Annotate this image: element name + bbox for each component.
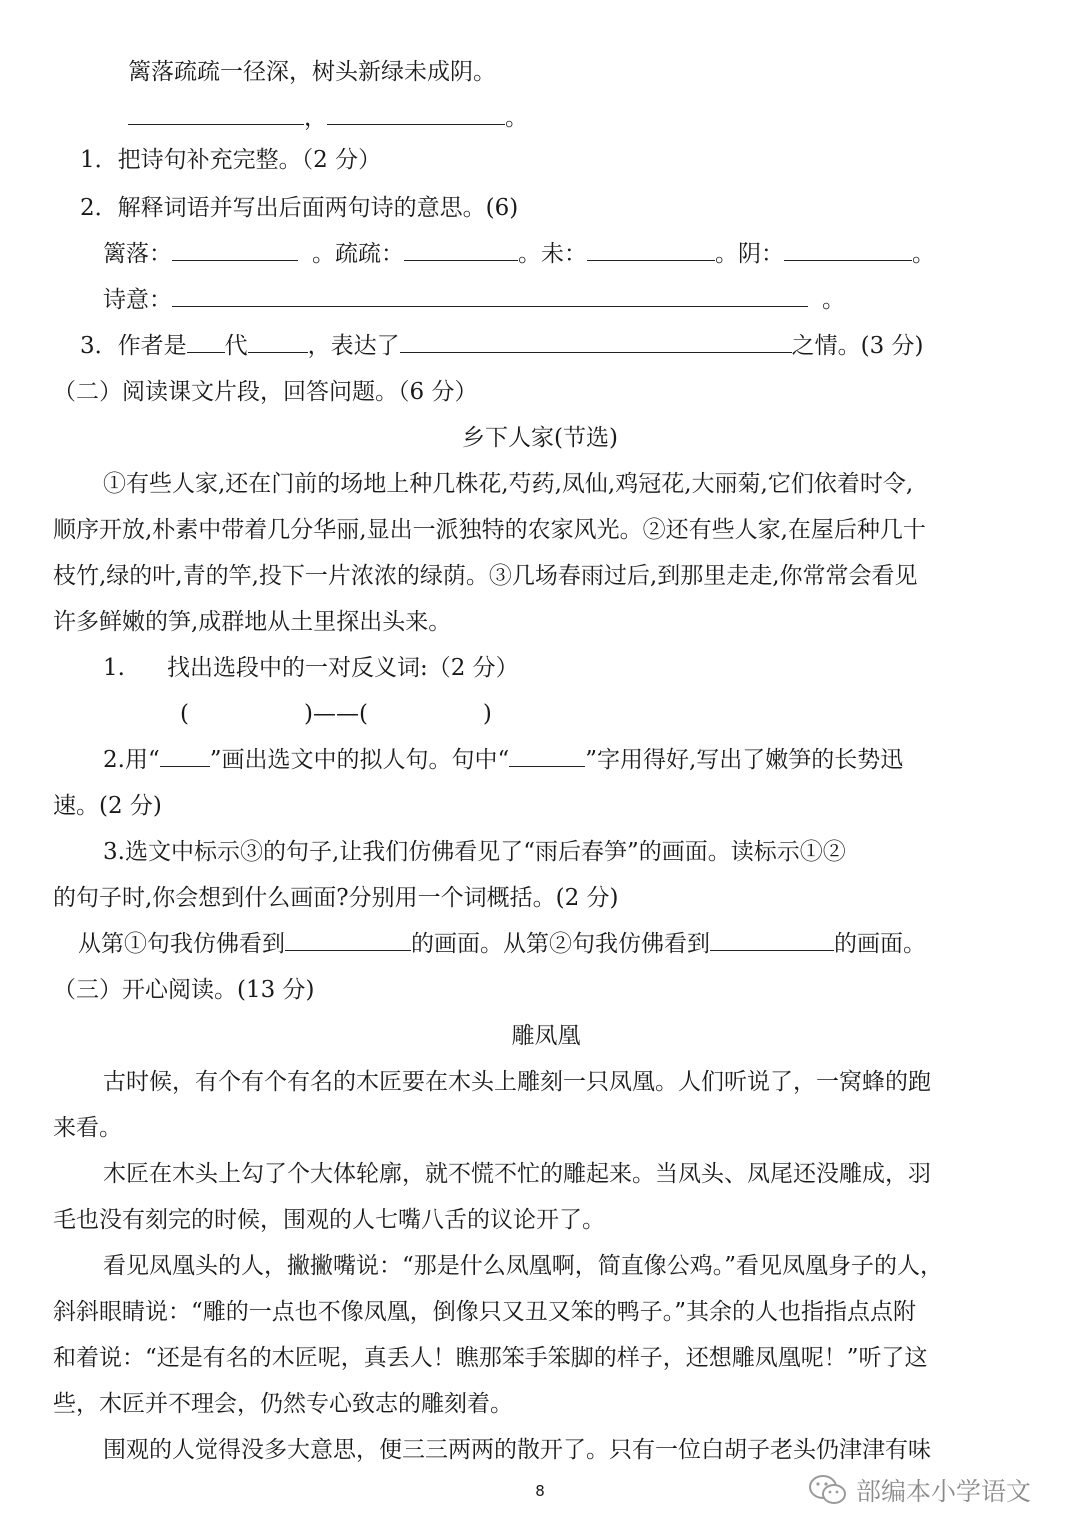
- meaning-label: 诗意：: [103, 287, 172, 313]
- q3-text: 之情。(3 分): [791, 333, 924, 359]
- passage-line: 许多鲜嫩的笋,成群地从土里探出头来。: [53, 609, 452, 635]
- s2-question-3-cont: 的句子时,你会想到什么画面?分别用一个词概括。(2 分): [53, 885, 619, 911]
- blank-line[interactable]: [128, 102, 304, 125]
- blank-line[interactable]: [710, 928, 834, 951]
- poem-meaning: [103, 284, 845, 316]
- q-text: ”字用得好,写出了嫩笋的长势迅: [585, 747, 904, 773]
- blank-line[interactable]: [172, 284, 808, 307]
- s2-question-3: 3.选文中标示③的句子,让我们仿佛看见了“雨后春笋”的画面。读标示①②: [103, 839, 846, 865]
- s2-question-1: [103, 652, 519, 684]
- term-label: 篱落：: [103, 241, 172, 267]
- blank-line[interactable]: [172, 238, 298, 261]
- section-2-title: 乡下人家(节选): [462, 425, 618, 451]
- period: 。: [912, 241, 935, 267]
- wechat-icon: [808, 1474, 848, 1506]
- q-text: 的画面。: [834, 931, 926, 957]
- blank-line[interactable]: [509, 744, 585, 767]
- section-2-heading: （二）阅读课文片段，回答问题。（6 分）: [53, 379, 478, 405]
- poem-line-1: 篱落疏疏一径深，树头新绿未成阴。: [128, 59, 496, 85]
- story-line: 些，木匠并不理会，仍然专心致志的雕刻着。: [53, 1391, 513, 1417]
- q-text: 从第①句我仿佛看到: [78, 931, 285, 957]
- blank-line[interactable]: [400, 330, 792, 353]
- q-number: 1.: [103, 655, 125, 681]
- period: 。: [822, 287, 845, 313]
- watermark-text: 部编本小学语文: [856, 1477, 1032, 1506]
- poem-line-2: [128, 102, 528, 134]
- q-text: 2.用“: [103, 747, 160, 773]
- blank-line[interactable]: [587, 238, 715, 261]
- term-label: 。疏疏：: [312, 241, 404, 267]
- term-definitions: [103, 238, 935, 270]
- q-text: 的画面。从第②句我仿佛看到: [411, 931, 710, 957]
- story-line: 毛也没有刻完的时候，围观的人七嘴八舌的议论开了。: [53, 1207, 605, 1233]
- comma: ，: [304, 105, 327, 131]
- story-line: 围观的人觉得没多大意思，便三三两两的散开了。只有一位白胡子老头仍津津有味: [103, 1437, 931, 1463]
- blank-line[interactable]: [160, 744, 210, 767]
- q3-text: 代: [224, 333, 248, 359]
- s2-question-2: [103, 744, 903, 776]
- blank-line[interactable]: [248, 330, 308, 353]
- story-line: 木匠在木头上勾了个大体轮廓，就不慌不忙的雕起来。当凤头、凤尾还没雕成，羽: [103, 1161, 931, 1187]
- s2-question-2-cont: 速。(2 分): [53, 793, 162, 819]
- s2-question-3-answer: [78, 928, 926, 960]
- q-text: ”画出选文中的拟人句。句中“: [209, 747, 510, 773]
- story-line: 斜斜眼睛说：“雕的一点也不像凤凰，倒像只又丑又笨的鸭子。”其余的人也指指点点附: [53, 1299, 917, 1325]
- q-text: 找出选段中的一对反义词:（2 分）: [166, 655, 519, 681]
- question-2: 2．解释词语并写出后面两句诗的意思。(6): [80, 195, 519, 221]
- q3-text: 3．作者是: [80, 333, 187, 359]
- term-label: 。未：: [518, 241, 587, 267]
- q3-text: ，表达了: [307, 333, 400, 359]
- page-number: 8: [535, 1482, 545, 1500]
- term-label: 。阴：: [715, 241, 784, 267]
- period: 。: [505, 105, 528, 131]
- antonym-pair[interactable]: ( )——( ): [180, 701, 492, 727]
- story-line: 来看。: [53, 1115, 122, 1141]
- blank-line[interactable]: [784, 238, 912, 261]
- blank-line[interactable]: [285, 928, 411, 951]
- story-line: 和着说：“还是有名的木匠呢，真丢人！瞧那笨手笨脚的样子，还想雕凤凰呢！”听了这: [53, 1345, 928, 1371]
- question-3: [80, 330, 924, 362]
- story-line: 古时候，有个有个有名的木匠要在木头上雕刻一只凤凰。人们听说了，一窝蜂的跑: [103, 1069, 931, 1095]
- passage-line: 顺序开放,朴素中带着几分华丽,显出一派独特的农家风光。②还有些人家,在屋后种几十: [53, 517, 926, 543]
- watermark: [808, 1470, 1068, 1510]
- passage-line: 枝竹,绿的叶,青的竿,投下一片浓浓的绿荫。③几场春雨过后,到那里走走,你常常会看见: [53, 563, 918, 589]
- blank-line[interactable]: [404, 238, 518, 261]
- blank-line[interactable]: [187, 330, 225, 353]
- story-line: 看见凤凰头的人，撇撇嘴说：“那是什么凤凰啊，简直像公鸡。”看见凤凰身子的人，: [103, 1253, 944, 1279]
- section-3-title: 雕凤凰: [511, 1023, 581, 1049]
- section-3-heading: （三）开心阅读。(13 分): [53, 977, 315, 1003]
- blank-line[interactable]: [327, 102, 505, 125]
- question-1: 1．把诗句补充完整。（2 分）: [80, 147, 382, 173]
- passage-line: ①有些人家,还在门前的场地上种几株花,芍药,凤仙,鸡冠花,大丽菊,它们依着时令,: [103, 471, 914, 497]
